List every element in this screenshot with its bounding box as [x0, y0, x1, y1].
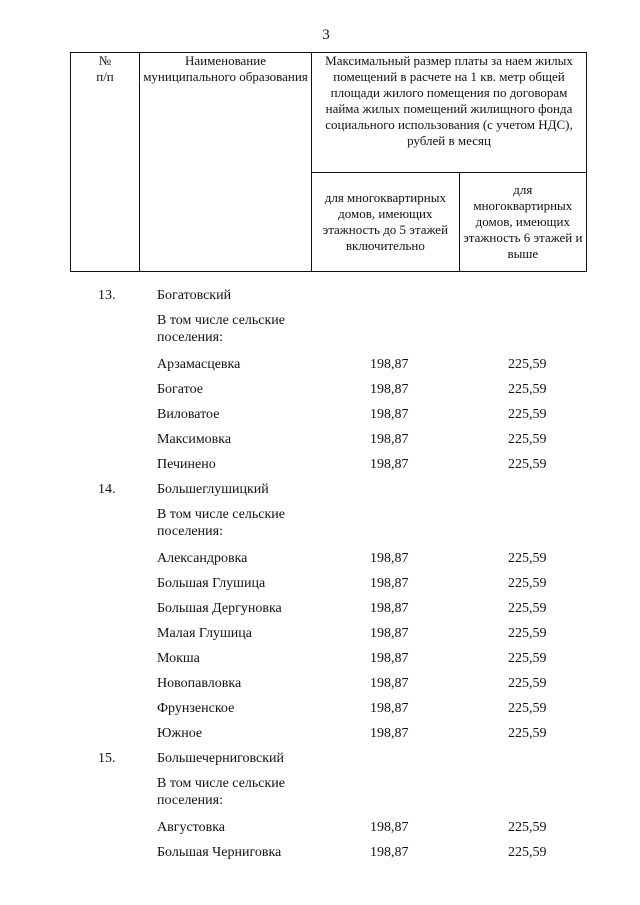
fee-up-to-5-floors: 198,87 [370, 726, 409, 741]
municipality-name: Августовка [157, 820, 226, 835]
header-col-fee: Максимальный размер платы за наем жилых помещений в расчете на 1 кв. метр общей площади жилого помещения по договорам найма жилых помещений жилищного фонда социального использования (с учетом НДС), рублей в месяц [312, 53, 587, 173]
district-row [70, 750, 590, 775]
fee-up-to-5-floors: 198,87 [370, 820, 409, 835]
municipality-name: Виловатое [157, 407, 220, 422]
district-row [70, 481, 590, 506]
table-row [70, 600, 590, 625]
table-row [70, 700, 590, 725]
municipality-name: В том числе сельские поселения: [157, 776, 286, 808]
fee-6-floors-plus: 225,59 [508, 651, 547, 666]
fee-up-to-5-floors: 198,87 [370, 701, 409, 716]
row-number: 14. [98, 482, 116, 497]
district-row [70, 287, 590, 312]
fee-up-to-5-floors: 198,87 [370, 432, 409, 447]
fee-up-to-5-floors: 198,87 [370, 357, 409, 372]
table-row [70, 575, 590, 600]
fee-6-floors-plus: 225,59 [508, 820, 547, 835]
municipality-name: Печинено [157, 457, 216, 472]
fee-6-floors-plus: 225,59 [508, 726, 547, 741]
header-col-6-floors-plus: для многоквартирных домов, имеющих этажность 6 этажей и выше [459, 172, 586, 271]
fee-up-to-5-floors: 198,87 [370, 407, 409, 422]
municipality-name: Южное [157, 726, 203, 741]
municipality-name: Фрунзенское [157, 701, 235, 716]
table-row [70, 625, 590, 650]
fee-up-to-5-floors: 198,87 [370, 626, 409, 641]
subheading-row [70, 506, 590, 550]
row-number: 15. [98, 751, 116, 766]
fee-6-floors-plus: 225,59 [508, 701, 547, 716]
table-row [70, 431, 590, 456]
fee-6-floors-plus: 225,59 [508, 407, 547, 422]
municipality-name: Большая Дергуновка [157, 601, 282, 616]
municipality-name: Новопавловка [157, 676, 242, 691]
table-row [70, 550, 590, 575]
table-row [70, 406, 590, 431]
table-row [70, 356, 590, 381]
table-row [70, 381, 590, 406]
page-number: 3 [322, 27, 330, 43]
fee-up-to-5-floors: 198,87 [370, 651, 409, 666]
fee-up-to-5-floors: 198,87 [370, 845, 409, 860]
municipality-name: Малая Глушица [157, 626, 252, 641]
header-col-up-to-5-floors: для многоквартирных домов, имеющих этажность до 5 этажей включительно [312, 172, 460, 271]
municipality-name: Богатое [157, 382, 203, 397]
table-row [70, 819, 590, 844]
fee-6-floors-plus: 225,59 [508, 845, 547, 860]
fee-up-to-5-floors: 198,87 [370, 601, 409, 616]
fee-6-floors-plus: 225,59 [508, 676, 547, 691]
municipality-name: В том числе сельские поселения: [157, 507, 286, 539]
municipality-name: Максимовка [157, 432, 232, 447]
municipality-name: Большая Глушица [157, 576, 266, 591]
fee-6-floors-plus: 225,59 [508, 576, 547, 591]
table-body [70, 287, 590, 869]
municipality-name: Арзамасцевка [157, 357, 241, 372]
table-row [70, 725, 590, 750]
subheading-row [70, 775, 590, 819]
fee-6-floors-plus: 225,59 [508, 432, 547, 447]
fee-up-to-5-floors: 198,87 [370, 676, 409, 691]
table-header [70, 52, 587, 272]
fee-6-floors-plus: 225,59 [508, 357, 547, 372]
table-row [70, 844, 590, 869]
municipality-name: Богатовский [157, 288, 232, 303]
fee-6-floors-plus: 225,59 [508, 457, 547, 472]
municipality-name: В том числе сельские поселения: [157, 313, 286, 345]
municipality-name: Большая Черниговка [157, 845, 282, 860]
municipality-name: Александровка [157, 551, 248, 566]
fee-up-to-5-floors: 198,87 [370, 382, 409, 397]
table-row [70, 456, 590, 481]
fee-6-floors-plus: 225,59 [508, 601, 547, 616]
header-col-name: Наименование муниципального образования [140, 53, 312, 272]
row-number: 13. [98, 288, 116, 303]
fee-6-floors-plus: 225,59 [508, 382, 547, 397]
fee-6-floors-plus: 225,59 [508, 551, 547, 566]
table-row [70, 650, 590, 675]
header-col-number: № п/п [71, 53, 140, 272]
fee-up-to-5-floors: 198,87 [370, 576, 409, 591]
fee-6-floors-plus: 225,59 [508, 626, 547, 641]
fee-up-to-5-floors: 198,87 [370, 551, 409, 566]
fee-up-to-5-floors: 198,87 [370, 457, 409, 472]
municipality-name: Большеглушицкий [157, 482, 269, 497]
municipality-name: Мокша [157, 651, 200, 666]
municipality-name: Большечерниговский [157, 751, 285, 766]
table-row [70, 675, 590, 700]
subheading-row [70, 312, 590, 356]
